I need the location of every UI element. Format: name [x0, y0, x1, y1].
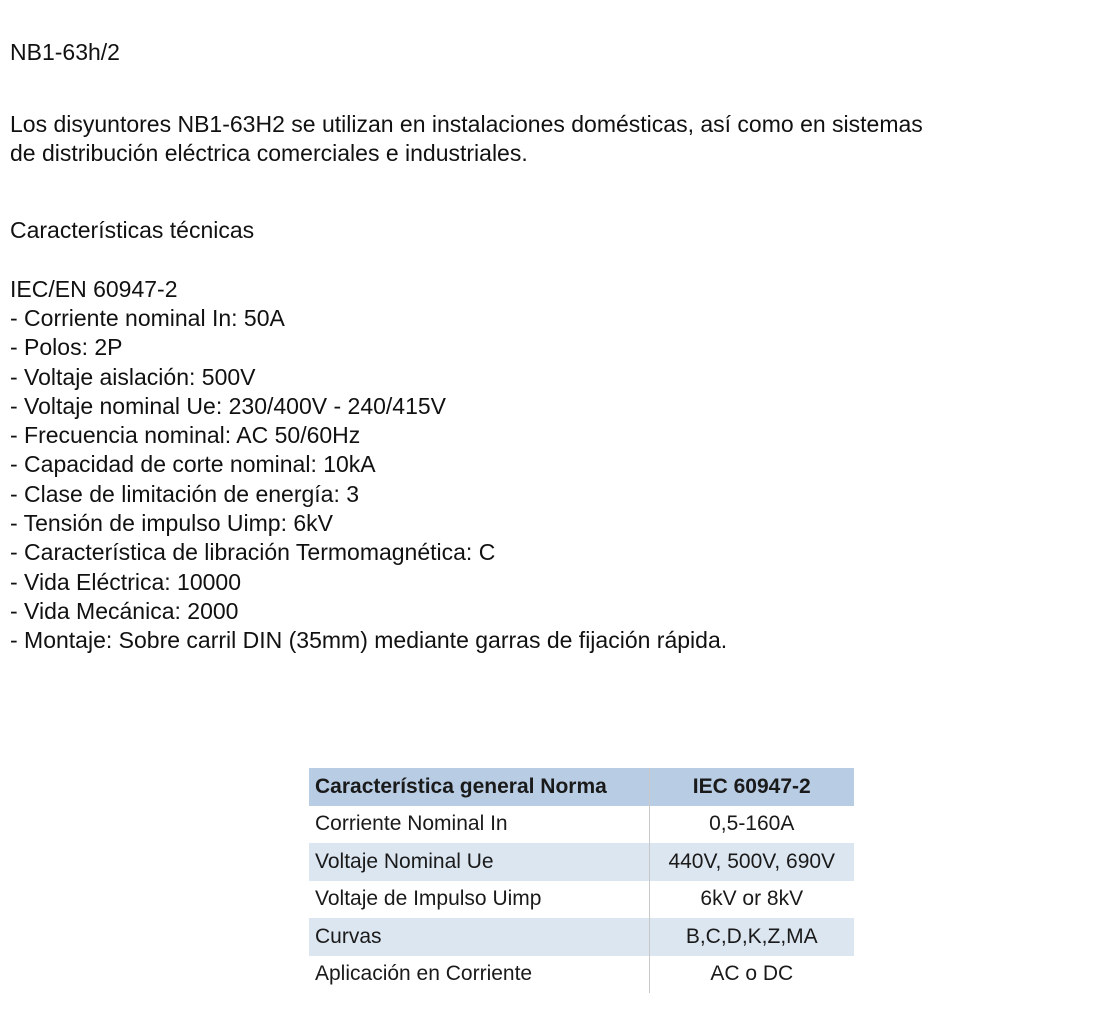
row-label-cell: Aplicación en Corriente [309, 956, 649, 994]
standard-line: IEC/EN 60947-2 [10, 276, 178, 302]
row-label-cell: Curvas [309, 918, 649, 956]
spec-item: - Clase de limitación de energía: 3 [10, 480, 360, 507]
spec-item: - Voltaje nominal Ue: 230/400V - 240/415V [10, 392, 447, 419]
row-value-cell: 0,5-160A [649, 806, 854, 844]
spec-item: - Montaje: Sobre carril DIN (35mm) mediante garras de fijación rápida. [10, 627, 728, 654]
spec-item: - Tensión de impulso Uimp: 6kV [10, 510, 333, 537]
row-value-cell: 6kV or 8kV [649, 881, 854, 919]
table-row [309, 806, 854, 844]
row-label-cell: Corriente Nominal In [309, 806, 649, 844]
intro-line: de distribución eléctrica comerciales e industriales. [10, 140, 528, 167]
table-row [309, 956, 854, 994]
row-label-cell: Voltaje Nominal Ue [309, 843, 649, 881]
row-value-cell: 440V, 500V, 690V [649, 843, 854, 881]
spec-item: - Corriente nominal In: 50A [10, 305, 285, 331]
spec-item: - Vida Eléctrica: 10000 [10, 568, 241, 595]
section-heading: Características técnicas [10, 217, 255, 243]
model-title: NB1-63h/2 [10, 39, 120, 65]
table-row [309, 918, 854, 956]
intro-paragraph [10, 110, 923, 169]
table-row [309, 843, 854, 881]
spec-item: - Capacidad de corte nominal: 10kA [10, 451, 376, 478]
spec-item: - Voltaje aislación: 500V [10, 363, 256, 390]
spec-item: - Característica de libración Termomagnética: C [10, 539, 496, 566]
specifications-table [309, 768, 854, 993]
row-value-cell: B,C,D,K,Z,MA [649, 918, 854, 956]
spec-item: - Vida Mecánica: 2000 [10, 597, 239, 624]
table-row [309, 881, 854, 919]
header-label-cell: Característica general Norma [309, 768, 649, 806]
spec-item: - Frecuencia nominal: AC 50/60Hz [10, 422, 361, 449]
spec-item: - Polos: 2P [10, 334, 123, 361]
intro-line: Los disyuntores NB1-63H2 se utilizan en instalaciones domésticas, así como en sistemas [10, 111, 923, 137]
row-label-cell: Voltaje de Impulso Uimp [309, 881, 649, 919]
row-value-cell: AC o DC [649, 956, 854, 994]
table-header-row [309, 768, 854, 806]
header-value-cell: IEC 60947-2 [649, 768, 854, 806]
spec-list [10, 304, 727, 656]
